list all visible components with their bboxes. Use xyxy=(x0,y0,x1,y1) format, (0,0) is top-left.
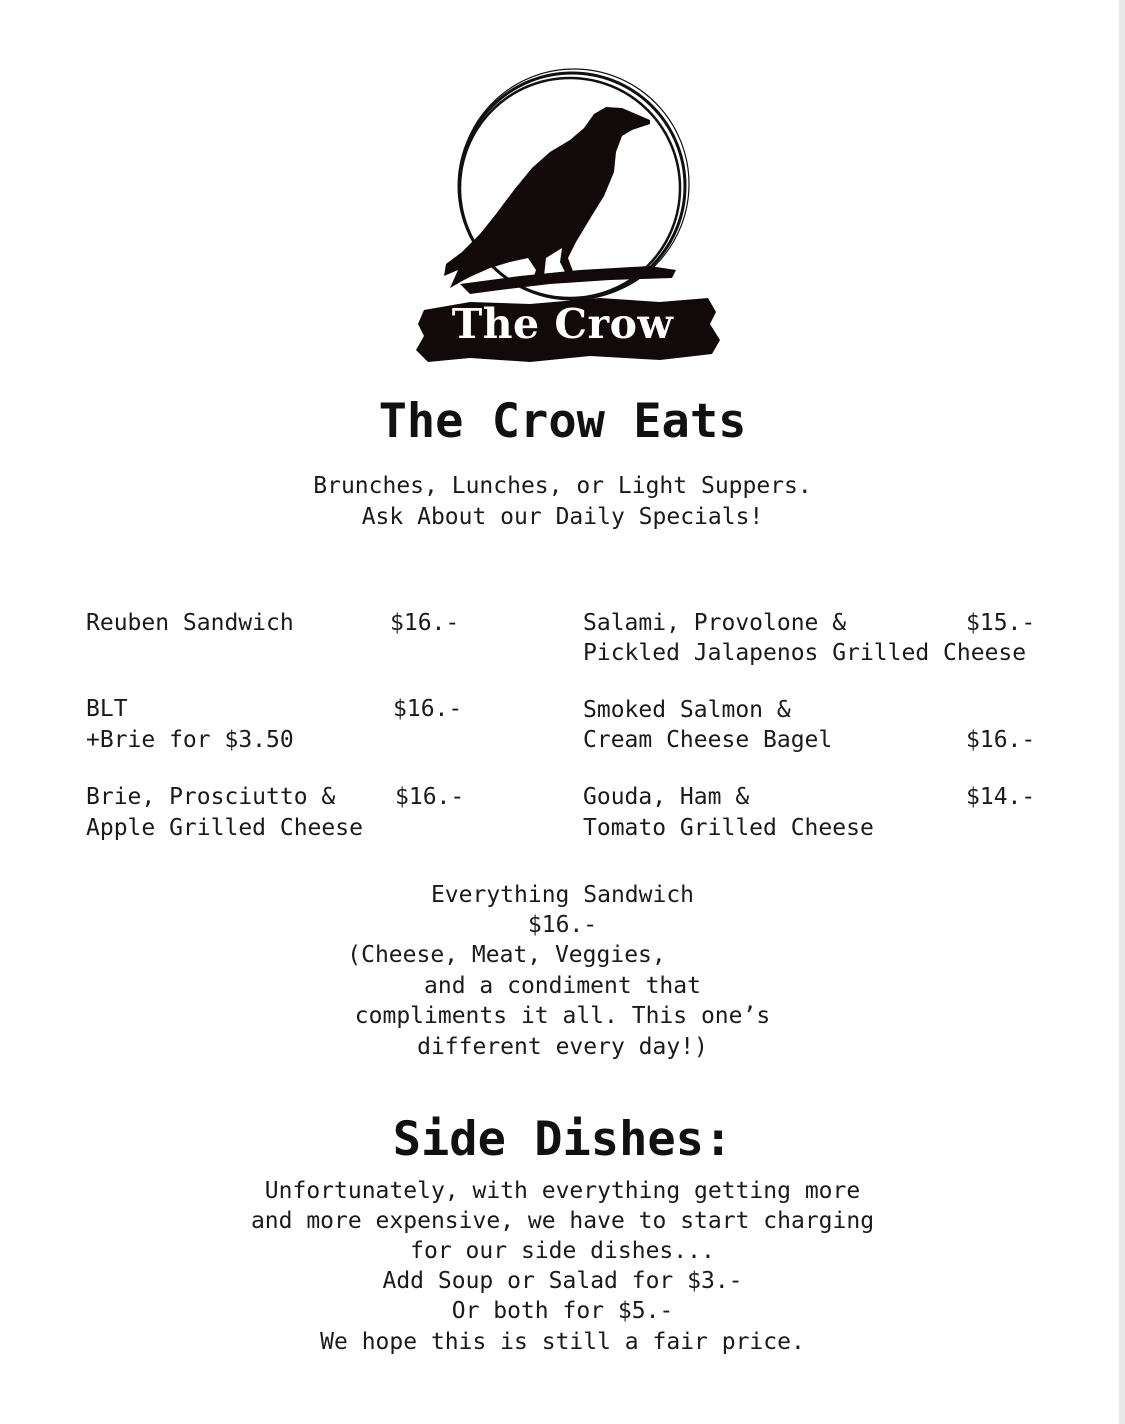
crow-logo xyxy=(410,62,730,370)
menu-item-salmon-line2: Cream Cheese Bagel xyxy=(583,727,833,753)
menu-item-salmon: Smoked Salmon & xyxy=(583,697,791,723)
logo-name: The Crow xyxy=(451,300,674,348)
page-title: The Crow Eats xyxy=(378,394,747,449)
name-banner xyxy=(416,298,720,362)
price-blt: $16.- xyxy=(393,696,463,722)
menu-item-blt-addon: +Brie for $3.50 xyxy=(86,727,294,753)
menu-item-salami-line2: Pickled Jalapenos Grilled Cheese xyxy=(583,640,1027,666)
sides-line-4: Add Soup or Salad for $3.- xyxy=(382,1268,743,1294)
everything-desc-2: and a condiment that xyxy=(424,973,701,999)
price-brie: $16.- xyxy=(395,784,465,810)
menu-item-gouda-line2: Tomato Grilled Cheese xyxy=(583,815,874,841)
menu-item-brie-line2: Apple Grilled Cheese xyxy=(86,815,363,841)
price-salmon: $16.- xyxy=(966,727,1036,753)
sides-line-6: We hope this is still a fair price. xyxy=(320,1329,805,1355)
everything-price: $16.- xyxy=(527,912,598,938)
price-salami: $15.- xyxy=(966,610,1036,636)
menu-item-brie: Brie, Prosciutto & xyxy=(86,784,336,810)
tagline-line-1: Brunches, Lunches, or Light Suppers. xyxy=(313,473,812,499)
everything-desc-3: compliments it all. This one’s xyxy=(354,1003,771,1029)
sides-line-3: for our side dishes... xyxy=(410,1238,715,1264)
price-reuben: $16.- xyxy=(390,610,460,636)
menu-item-gouda: Gouda, Ham & xyxy=(583,784,750,810)
sides-line-1: Unfortunately, with everything getting more xyxy=(264,1178,861,1204)
side-dishes-title: Side Dishes: xyxy=(392,1112,733,1167)
sides-line-5: Or both for $5.- xyxy=(451,1298,674,1324)
sides-line-2: and more expensive, we have to start charging xyxy=(250,1208,875,1234)
price-gouda: $14.- xyxy=(966,784,1036,810)
everything-name: Everything Sandwich xyxy=(430,882,695,908)
menu-item-salami: Salami, Provolone & xyxy=(583,610,847,636)
menu-item-reuben: Reuben Sandwich xyxy=(86,610,294,636)
everything-desc-4: different every day!) xyxy=(417,1034,708,1060)
tagline-line-2: Ask About our Daily Specials! xyxy=(361,504,764,530)
everything-desc-1: (Cheese, Meat, Veggies, xyxy=(347,942,666,968)
menu-item-blt: BLT xyxy=(86,696,128,722)
